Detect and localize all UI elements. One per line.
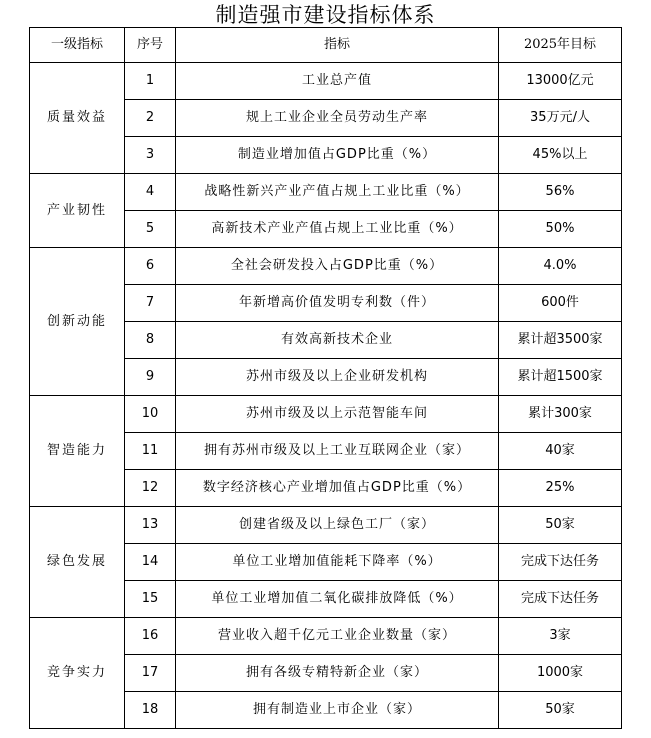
row-number-cell: 12 xyxy=(125,470,176,507)
row-number-cell: 10 xyxy=(125,396,176,433)
indicator-cell: 苏州市级及以上企业研发机构 xyxy=(176,359,499,396)
indicator-cell: 创建省级及以上绿色工厂（家） xyxy=(176,507,499,544)
indicator-cell: 有效高新技术企业 xyxy=(176,322,499,359)
target-cell: 600件 xyxy=(499,285,622,322)
target-cell: 3家 xyxy=(499,618,622,655)
target-cell: 1000家 xyxy=(499,655,622,692)
indicator-cell: 拥有制造业上市企业（家） xyxy=(176,692,499,729)
row-number-cell: 16 xyxy=(125,618,176,655)
header-category: 一级指标 xyxy=(30,28,125,63)
target-cell: 累计300家 xyxy=(499,396,622,433)
target-cell: 45%以上 xyxy=(499,137,622,174)
row-number-cell: 7 xyxy=(125,285,176,322)
indicator-cell: 工业总产值 xyxy=(176,63,499,100)
row-number-cell: 9 xyxy=(125,359,176,396)
target-cell: 完成下达任务 xyxy=(499,581,622,618)
row-number-cell: 5 xyxy=(125,211,176,248)
category-cell: 智造能力 xyxy=(30,396,125,507)
row-number-cell: 6 xyxy=(125,248,176,285)
indicator-cell: 拥有各级专精特新企业（家） xyxy=(176,655,499,692)
indicator-cell: 战略性新兴产业产值占规上工业比重（%） xyxy=(176,174,499,211)
target-cell: 完成下达任务 xyxy=(499,544,622,581)
table-row xyxy=(30,618,622,655)
indicator-cell: 规上工业企业全员劳动生产率 xyxy=(176,100,499,137)
target-cell: 50家 xyxy=(499,692,622,729)
header-target: 2025年目标 xyxy=(499,28,622,63)
target-cell: 13000亿元 xyxy=(499,63,622,100)
target-cell: 35万元/人 xyxy=(499,100,622,137)
indicator-cell: 制造业增加值占GDP比重（%） xyxy=(176,137,499,174)
table-body xyxy=(30,63,622,729)
indicator-cell: 拥有苏州市级及以上工业互联网企业（家） xyxy=(176,433,499,470)
table-row xyxy=(30,174,622,211)
row-number-cell: 17 xyxy=(125,655,176,692)
row-number-cell: 1 xyxy=(125,63,176,100)
row-number-cell: 2 xyxy=(125,100,176,137)
category-cell: 质量效益 xyxy=(30,63,125,174)
header-indicator: 指标 xyxy=(176,28,499,63)
target-cell: 累计超1500家 xyxy=(499,359,622,396)
indicator-cell: 高新技术产业产值占规上工业比重（%） xyxy=(176,211,499,248)
indicator-cell: 单位工业增加值二氧化碳排放降低（%） xyxy=(176,581,499,618)
row-number-cell: 14 xyxy=(125,544,176,581)
target-cell: 40家 xyxy=(499,433,622,470)
indicator-cell: 全社会研发投入占GDP比重（%） xyxy=(176,248,499,285)
header-no: 序号 xyxy=(125,28,176,63)
table-header-row xyxy=(30,28,622,63)
category-cell: 绿色发展 xyxy=(30,507,125,618)
target-cell: 50% xyxy=(499,211,622,248)
row-number-cell: 8 xyxy=(125,322,176,359)
indicator-cell: 单位工业增加值能耗下降率（%） xyxy=(176,544,499,581)
row-number-cell: 4 xyxy=(125,174,176,211)
target-cell: 累计超3500家 xyxy=(499,322,622,359)
page-title: 制造强市建设指标体系 xyxy=(215,3,436,27)
table-row xyxy=(30,248,622,285)
category-cell: 创新动能 xyxy=(30,248,125,396)
row-number-cell: 15 xyxy=(125,581,176,618)
indicator-cell: 数字经济核心产业增加值占GDP比重（%） xyxy=(176,470,499,507)
table-row xyxy=(30,396,622,433)
category-cell: 产业韧性 xyxy=(30,174,125,248)
target-cell: 50家 xyxy=(499,507,622,544)
target-cell: 56% xyxy=(499,174,622,211)
indicator-cell: 苏州市级及以上示范智能车间 xyxy=(176,396,499,433)
row-number-cell: 18 xyxy=(125,692,176,729)
target-cell: 4.0% xyxy=(499,248,622,285)
table-row xyxy=(30,507,622,544)
row-number-cell: 11 xyxy=(125,433,176,470)
indicator-cell: 年新增高价值发明专利数（件） xyxy=(176,285,499,322)
indicator-table xyxy=(29,27,622,729)
target-cell: 25% xyxy=(499,470,622,507)
category-cell: 竞争实力 xyxy=(30,618,125,729)
row-number-cell: 3 xyxy=(125,137,176,174)
row-number-cell: 13 xyxy=(125,507,176,544)
table-row xyxy=(30,63,622,100)
indicator-cell: 营业收入超千亿元工业企业数量（家） xyxy=(176,618,499,655)
